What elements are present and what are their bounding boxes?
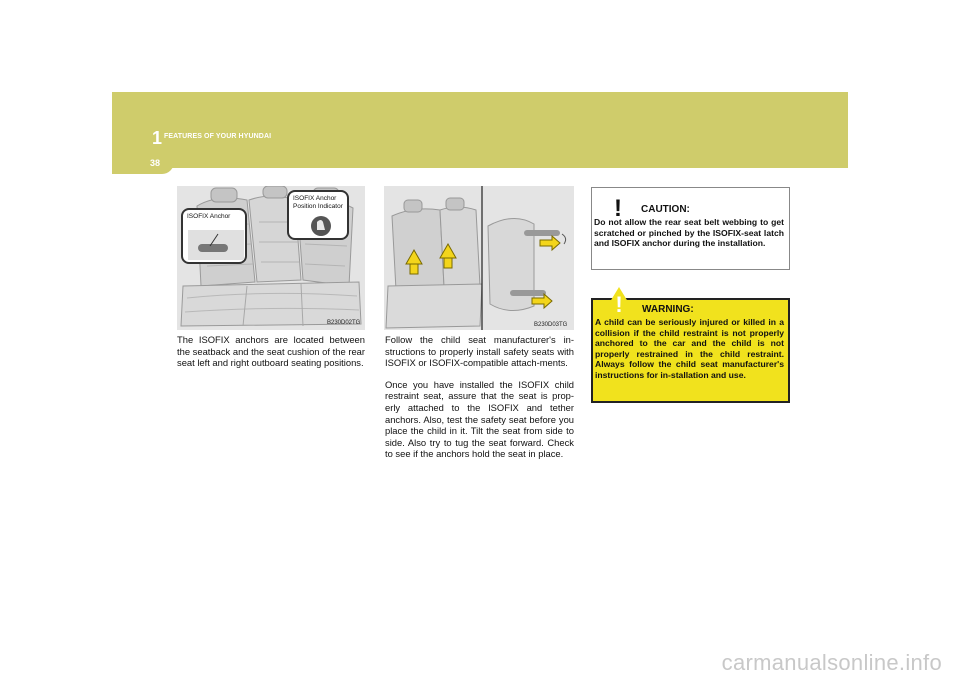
figure-code: B230D03TG <box>534 322 568 328</box>
figure-isofix-anchors <box>177 186 365 330</box>
callout-indicator-line1: ISOFIX Anchor <box>293 195 337 202</box>
warning-title: WARNING: <box>642 304 694 315</box>
watermark: carmanualsonline.info <box>721 650 942 675</box>
paragraph-follow-instructions: Follow the child seat manufacturer's in-structions to properly install safety seats with ISOFIX or ISOFIX-compatible attach-ments. <box>385 334 574 369</box>
header-band <box>112 92 848 168</box>
figure-code: B230D02TG <box>327 320 361 326</box>
warning-text: A child can be seriously injured or killed in a collision if the child restraint is not properly anchored to the car and the child is not properly restrained in the child restraint. Always follow the child seat manufacturer's instructions for in-stallation and use. <box>595 317 784 380</box>
isofix-anchor-closeup-icon <box>188 230 244 260</box>
paragraph-isofix-location: The ISOFIX anchors are located between the seatback and the seat cushion of the rear seat left and right outboard seating positions. <box>177 334 365 369</box>
column2-text <box>385 334 574 470</box>
figure-child-seat-install <box>384 186 574 330</box>
exclamation-triangle-icon <box>601 286 637 316</box>
install-illustration <box>384 186 574 330</box>
caution-text: Do not allow the rear seat belt webbing to get scratched or pinched by the ISOFIX-seat latch and ISOFIX anchor during the installation. <box>594 217 784 249</box>
callout-indicator-line2: Position Indicator <box>293 203 343 210</box>
svg-text:!: ! <box>614 195 622 222</box>
callout-isofix-anchor <box>181 208 247 264</box>
paragraph-test-seat: Once you have installed the ISOFIX child restraint seat, assure that the seat is prop-erly attached to the ISOFIX and tether anchors. Also, test the safety seat before you place the child in it. Tilt the seat from side to side. Also try to tug the seat forward. Check to see if the anchors hold the seat in place. <box>385 378 574 460</box>
chapter-number: 1 <box>152 128 163 148</box>
callout-isofix-position-indicator <box>287 190 349 240</box>
page-number: 38 <box>150 158 161 168</box>
svg-text:!: ! <box>615 292 623 316</box>
caution-box <box>591 187 790 270</box>
chapter-title: FEATURES OF YOUR HYUNDAI <box>164 133 272 140</box>
column1-text <box>177 334 365 379</box>
page-number-tab <box>112 154 174 174</box>
warning-box <box>591 292 790 403</box>
caution-title: CAUTION: <box>641 204 690 215</box>
callout-isofix-anchor-label: ISOFIX Anchor <box>187 213 231 220</box>
child-seat-symbol-icon <box>309 214 333 238</box>
